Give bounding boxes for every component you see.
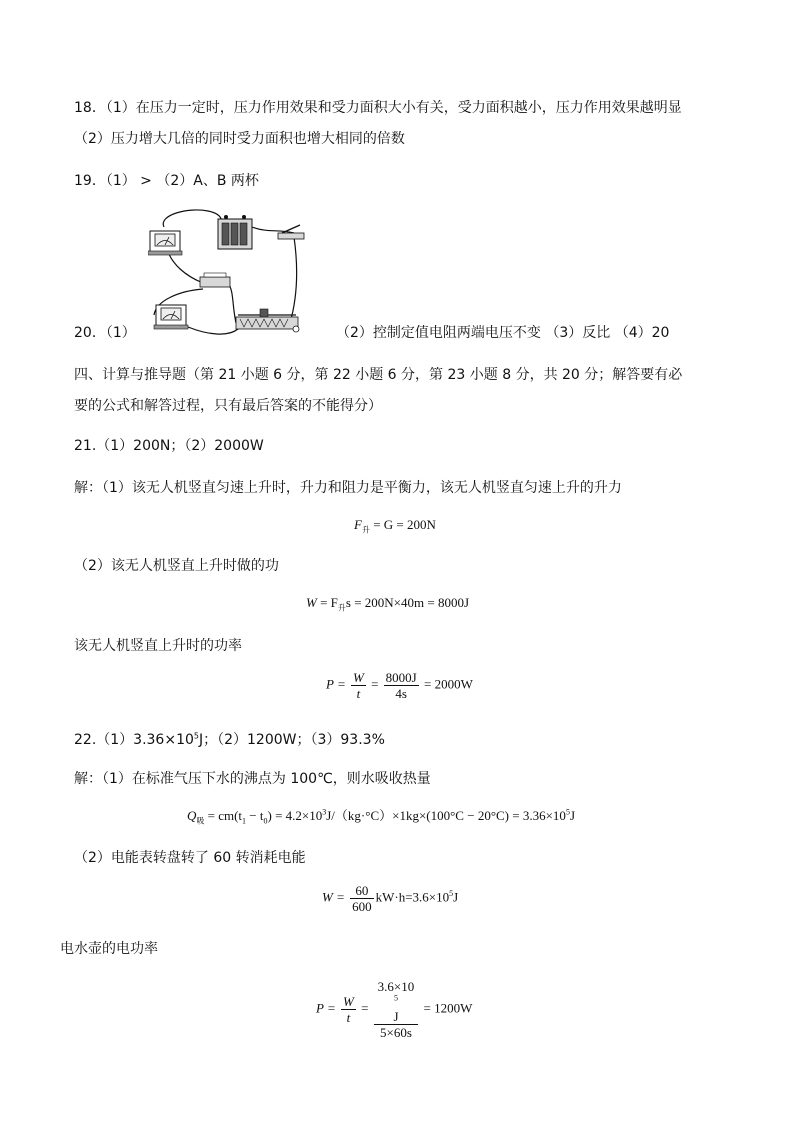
q21-answer: 21.（1）200N；（2）2000W — [74, 438, 264, 454]
section4-line2: 要的公式和解答过程，只有最后答案的不能得分） — [74, 398, 382, 414]
q22-eq1: $Q_吸 = cm(t_1 - t_0) = 4.2\times 10^3J/(kg\cdot^\circ C)\times 1kg\times(100^\circ C - 20^\circ C) = 3.36\times 10^5J$ — [187, 807, 575, 826]
q20-rest: （2）控制定值电阻两端电压不变 （3）反比 （4）20 — [336, 325, 670, 341]
q22-sol2: （2）电能表转盘转了 60 转消耗电能 — [74, 850, 306, 866]
q22-answer: $22.(1)3.36\times 10^5J$；（2）1200W；（3）93.3% — [74, 731, 385, 748]
q22-eq2-frac: $\frac{60}{600}$ — [352, 883, 372, 914]
q22-eq2: W = $\frac{60}{600}$ $kW\cdot h=3.6\times 10^5J$ — [322, 883, 459, 914]
q21-sol1: 解：（1）该无人机竖直匀速上升时，升力和阻力是平衡力，该无人机竖直匀速上升的升力 — [74, 480, 622, 496]
q21-eq3-frac2: $\frac{8000J}{4s}$ — [385, 670, 417, 701]
q22-eq3-frac1: $\frac{W}{t}$ — [342, 994, 354, 1025]
section4-line1: 四、计算与推导题（第 21 小题 6 分，第 22 小题 6 分，第 23 小题 8 分，共 20 分；解答要有必 — [74, 367, 683, 383]
q21-eq2: $W = F_升s = 200N\times 40m = 8000J$ — [306, 595, 470, 613]
q20-num: 20．（1） — [74, 325, 136, 341]
q22-eq3: P = $\frac{W}{t}$ = 3.6×10 $^5$ J 5×60s = 1200W — [316, 979, 473, 1040]
q18-line2: （2）压力增大几倍的同时受力面积也增大相同的倍数 — [74, 131, 405, 147]
rheostat-icon — [236, 309, 299, 332]
q22-sol1: 解：（1）在标准气压下水的沸点为 100℃，则水吸收热量 — [74, 771, 431, 787]
q21-sol3: 该无人机竖直上升时的功率 — [74, 638, 242, 654]
resistor-icon — [200, 273, 230, 287]
q21-eq1: $F_升 = G = 200N$ — [354, 517, 436, 535]
q21-eq3-frac1: $\frac{W}{t}$ — [352, 670, 364, 701]
q21-eq3: P = $\frac{W}{t}$ = $\frac{8000J}{4s}$ = 2000W — [326, 670, 473, 701]
q22-sol3: 电水壶的电功率 — [60, 941, 158, 957]
q21-sol2: （2）该无人机竖直上升时做的功 — [74, 558, 279, 574]
q22-eq3-frac2: 3.6×10 $^5$ J 5×60s — [374, 979, 419, 1040]
ammeter-icon — [154, 305, 188, 329]
circuit-diagram-icon — [148, 205, 310, 341]
q19-line: 19．（1） > （2）A、B 两杯 — [74, 173, 259, 189]
voltmeter-icon — [148, 231, 182, 255]
battery-icon — [218, 215, 252, 249]
q18-line1: 18．（1）在压力一定时，压力作用效果和受力面积大小有关，受力面积越小，压力作用效果越明显 — [74, 100, 682, 116]
